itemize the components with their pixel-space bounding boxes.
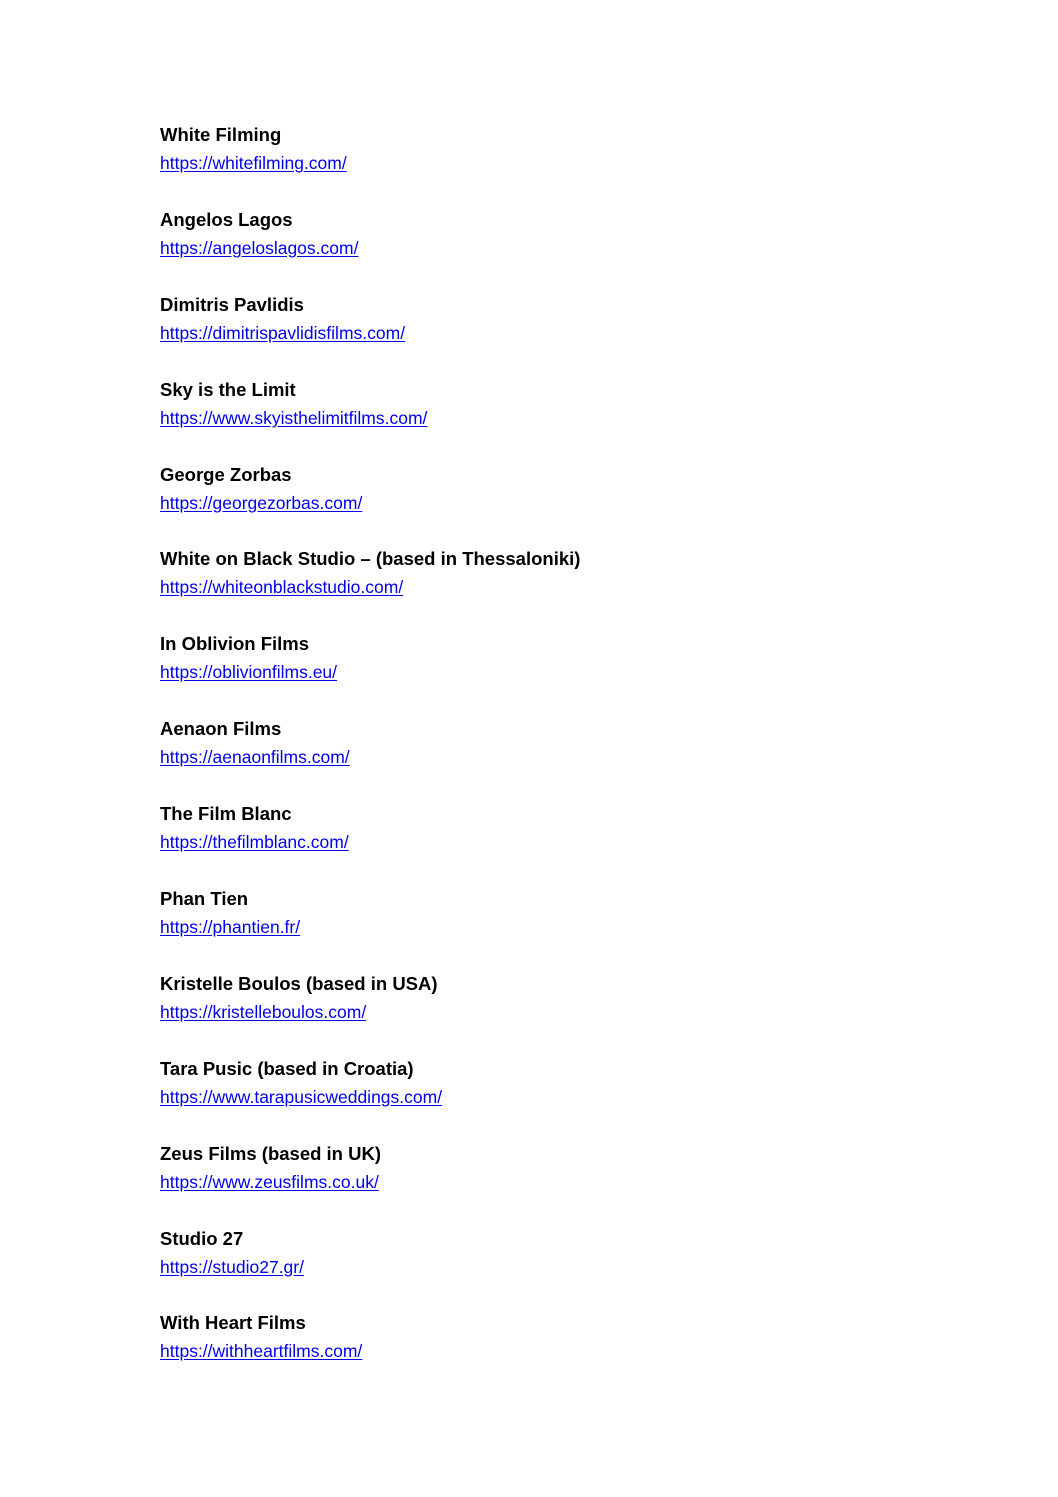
- list-item: [160, 122, 980, 207]
- list-item: [160, 207, 980, 292]
- list-item: [160, 716, 980, 801]
- entry-link[interactable]: https://angeloslagos.com/: [160, 237, 359, 258]
- entry-name: Aenaon Films: [160, 718, 282, 740]
- list-item: [160, 1310, 980, 1395]
- list-item: [160, 801, 980, 886]
- list-item: [160, 546, 980, 631]
- list-item: [160, 1056, 980, 1141]
- list-item: [160, 377, 980, 462]
- entry-link[interactable]: https://thefilmblanc.com/: [160, 832, 349, 853]
- entry-name: Tara Pusic (based in Croatia): [160, 1057, 414, 1079]
- entry-link[interactable]: https://dimitrispavlidisfilms.com/: [160, 322, 406, 343]
- list-item: [160, 1226, 980, 1311]
- list-item: [160, 462, 980, 547]
- list-item: [160, 1141, 980, 1226]
- entry-name: Phan Tien: [160, 888, 249, 910]
- entry-link[interactable]: https://www.tarapusicweddings.com/: [160, 1086, 443, 1107]
- entry-name: With Heart Films: [160, 1312, 306, 1334]
- entry-name: Zeus Films (based in UK): [160, 1142, 382, 1164]
- entry-name: George Zorbas: [160, 463, 292, 485]
- list-item: [160, 971, 980, 1056]
- entry-name: In Oblivion Films: [160, 633, 310, 655]
- entry-link[interactable]: https://www.zeusfilms.co.uk/: [160, 1171, 379, 1192]
- entry-name: Kristelle Boulos (based in USA): [160, 972, 438, 994]
- entry-name: Sky is the Limit: [160, 378, 296, 400]
- entry-link[interactable]: https://georgezorbas.com/: [160, 492, 363, 513]
- entry-link[interactable]: https://studio27.gr/: [160, 1256, 304, 1277]
- entry-name: Angelos Lagos: [160, 208, 293, 230]
- entry-name: The Film Blanc: [160, 803, 292, 825]
- entry-name: White Filming: [160, 124, 282, 145]
- entry-link[interactable]: https://kristelleboulos.com/: [160, 1001, 367, 1022]
- entry-name: Dimitris Pavlidis: [160, 293, 304, 315]
- entry-name: Studio 27: [160, 1227, 244, 1249]
- entry-link[interactable]: https://oblivionfilms.eu/: [160, 662, 338, 683]
- entry-link[interactable]: https://www.skyisthelimitfilms.com/: [160, 407, 428, 428]
- entry-link[interactable]: https://aenaonfilms.com/: [160, 747, 350, 768]
- entry-link[interactable]: https://whiteonblackstudio.com/: [160, 577, 404, 598]
- entry-link[interactable]: https://withheartfilms.com/: [160, 1341, 363, 1362]
- entry-link[interactable]: https://whitefilming.com/: [160, 153, 347, 173]
- entry-link[interactable]: https://phantien.fr/: [160, 917, 301, 938]
- list-item: [160, 886, 980, 971]
- document-page: [160, 122, 980, 1395]
- list-item: [160, 631, 980, 716]
- list-item: [160, 292, 980, 377]
- entry-name: White on Black Studio – (based in Thessaloniki): [160, 548, 581, 570]
